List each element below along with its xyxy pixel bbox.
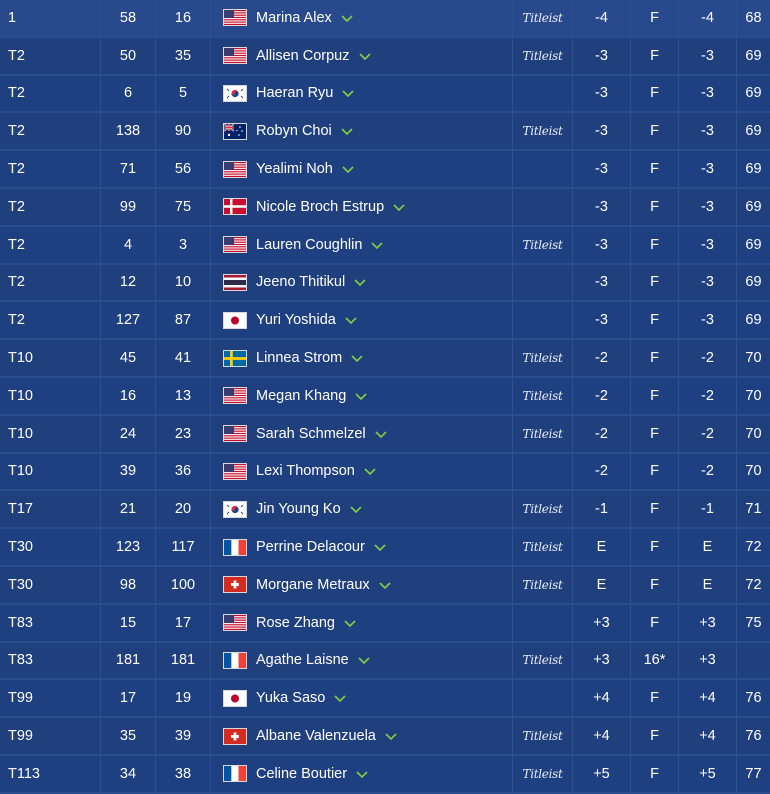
thru-cell: F: [631, 680, 679, 716]
player-cell[interactable]: [211, 38, 513, 74]
position-cell: T10: [0, 378, 101, 414]
chevron-down-icon[interactable]: [344, 313, 358, 327]
stat-a-cell: 6: [101, 76, 156, 112]
table-row[interactable]: [0, 643, 770, 681]
country-flag-icon: [223, 350, 247, 367]
stat-a-cell: 71: [101, 151, 156, 187]
round-score-cell: 70: [745, 425, 762, 442]
stat-a-cell: 4: [101, 227, 156, 263]
stat-b-cell: 181: [156, 643, 211, 679]
player-cell[interactable]: [211, 491, 513, 527]
player-cell[interactable]: [211, 529, 513, 565]
thru-cell: F: [631, 567, 679, 603]
today-score-cell: -3: [679, 227, 737, 263]
country-flag-icon: [223, 123, 247, 140]
sponsor-logo: [513, 680, 573, 716]
chevron-down-icon[interactable]: [343, 616, 357, 630]
stat-b-cell: 3: [156, 227, 211, 263]
round-score-cell: 76: [745, 690, 762, 707]
table-row[interactable]: [0, 680, 770, 718]
position-cell: T10: [0, 416, 101, 452]
player-cell[interactable]: [211, 113, 513, 149]
table-row[interactable]: [0, 0, 770, 38]
chevron-down-icon[interactable]: [341, 162, 355, 176]
total-score-cell: -3: [573, 151, 631, 187]
player-name[interactable]: Lexi Thompson: [256, 463, 355, 480]
chevron-down-icon[interactable]: [374, 427, 388, 441]
today-score-cell: -3: [679, 265, 737, 301]
table-row[interactable]: [0, 529, 770, 567]
titleist-logo: Titleist: [522, 766, 563, 781]
player-cell[interactable]: [211, 265, 513, 301]
position-cell: T2: [0, 265, 101, 301]
stat-a-cell: 39: [101, 454, 156, 490]
total-score-cell: -3: [573, 227, 631, 263]
position-cell: T2: [0, 113, 101, 149]
player-name[interactable]: Megan Khang: [256, 387, 347, 404]
round-score-cell: 76: [745, 728, 762, 745]
today-score-cell: E: [679, 529, 737, 565]
stat-b-cell: 16: [156, 0, 211, 36]
table-row[interactable]: [0, 454, 770, 492]
total-score-cell: +5: [573, 756, 631, 792]
round-score-cell: 69: [745, 47, 762, 64]
player-name[interactable]: Nicole Broch Estrup: [256, 198, 385, 215]
player-cell[interactable]: [211, 416, 513, 452]
titleist-logo: Titleist: [522, 540, 563, 555]
total-score-cell: -2: [573, 416, 631, 452]
player-cell[interactable]: [211, 643, 513, 679]
today-score-cell: -4: [679, 0, 737, 36]
country-flag-icon: [223, 765, 247, 782]
stat-a-cell: 181: [101, 643, 156, 679]
player-name[interactable]: Haeran Ryu: [256, 85, 334, 102]
table-row[interactable]: [0, 718, 770, 756]
player-cell[interactable]: [211, 189, 513, 225]
sponsor-logo: [513, 718, 573, 754]
stat-b-cell: 56: [156, 151, 211, 187]
total-score-cell: -3: [573, 113, 631, 149]
round-score-cell: 69: [745, 161, 762, 178]
chevron-down-icon[interactable]: [333, 691, 347, 705]
thru-cell: F: [631, 189, 679, 225]
sponsor-logo: [513, 567, 573, 603]
chevron-down-icon[interactable]: [384, 729, 398, 743]
titleist-logo: Titleist: [522, 48, 563, 63]
stat-a-cell: 24: [101, 416, 156, 452]
player-cell[interactable]: [211, 76, 513, 112]
thru-cell: F: [631, 491, 679, 527]
stat-b-cell: 10: [156, 265, 211, 301]
stat-b-cell: 90: [156, 113, 211, 149]
today-score-cell: -1: [679, 491, 737, 527]
table-row[interactable]: [0, 38, 770, 76]
position-cell: T83: [0, 605, 101, 641]
today-score-cell: -3: [679, 113, 737, 149]
stat-a-cell: 17: [101, 680, 156, 716]
position-cell: T99: [0, 718, 101, 754]
total-score-cell: E: [573, 567, 631, 603]
stat-b-cell: 38: [156, 756, 211, 792]
thru-cell: F: [631, 76, 679, 112]
chevron-down-icon[interactable]: [340, 11, 354, 25]
titleist-logo: Titleist: [522, 426, 563, 441]
country-flag-icon: [223, 236, 247, 253]
sponsor-logo: [513, 378, 573, 414]
player-name[interactable]: Perrine Delacour: [256, 539, 365, 556]
titleist-logo: Titleist: [522, 388, 563, 403]
thru-cell: F: [631, 113, 679, 149]
thru-cell: 16*: [631, 643, 679, 679]
total-score-cell: -4: [573, 0, 631, 36]
stat-b-cell: 100: [156, 567, 211, 603]
stat-a-cell: 127: [101, 302, 156, 338]
player-name[interactable]: Morgane Metraux: [256, 576, 370, 593]
table-row[interactable]: [0, 227, 770, 265]
chevron-down-icon[interactable]: [353, 275, 367, 289]
country-flag-icon: [223, 47, 247, 64]
position-cell: T2: [0, 302, 101, 338]
stat-b-cell: 23: [156, 416, 211, 452]
position-cell: T2: [0, 76, 101, 112]
player-cell[interactable]: [211, 718, 513, 754]
sponsor-logo: [513, 113, 573, 149]
country-flag-icon: [223, 614, 247, 631]
sponsor-logo: [513, 265, 573, 301]
round-score-cell: 68: [745, 9, 762, 26]
titleist-logo: Titleist: [522, 577, 563, 592]
total-score-cell: -3: [573, 302, 631, 338]
chevron-down-icon[interactable]: [363, 464, 377, 478]
thru-cell: F: [631, 0, 679, 36]
total-score-cell: -2: [573, 454, 631, 490]
player-cell[interactable]: [211, 151, 513, 187]
player-name[interactable]: Marina Alex: [256, 9, 332, 26]
position-cell: T10: [0, 340, 101, 376]
chevron-down-icon[interactable]: [341, 86, 355, 100]
position-cell: T30: [0, 529, 101, 565]
sponsor-logo: [513, 0, 573, 36]
table-row[interactable]: [0, 302, 770, 340]
player-name[interactable]: Yuri Yoshida: [256, 312, 336, 329]
country-flag-icon: [223, 652, 247, 669]
stat-b-cell: 13: [156, 378, 211, 414]
country-flag-icon: [223, 312, 247, 329]
total-score-cell: +3: [573, 605, 631, 641]
round-score-cell: 69: [745, 85, 762, 102]
titleist-logo: Titleist: [522, 502, 563, 517]
position-cell: T10: [0, 454, 101, 490]
round-score-cell: 70: [745, 463, 762, 480]
chevron-down-icon[interactable]: [392, 200, 406, 214]
thru-cell: F: [631, 38, 679, 74]
today-score-cell: +3: [679, 643, 737, 679]
today-score-cell: -3: [679, 302, 737, 338]
player-cell[interactable]: [211, 340, 513, 376]
sponsor-logo: [513, 151, 573, 187]
thru-cell: F: [631, 302, 679, 338]
table-row[interactable]: [0, 265, 770, 303]
stat-b-cell: 39: [156, 718, 211, 754]
player-name[interactable]: Rose Zhang: [256, 614, 335, 631]
thru-cell: F: [631, 378, 679, 414]
sponsor-logo: [513, 189, 573, 225]
stat-b-cell: 5: [156, 76, 211, 112]
today-score-cell: -3: [679, 76, 737, 112]
stat-b-cell: 75: [156, 189, 211, 225]
thru-cell: F: [631, 756, 679, 792]
player-cell[interactable]: [211, 756, 513, 792]
round-score-cell: 69: [745, 274, 762, 291]
stat-b-cell: 17: [156, 605, 211, 641]
stat-a-cell: 35: [101, 718, 156, 754]
titleist-logo: Titleist: [522, 237, 563, 252]
thru-cell: F: [631, 416, 679, 452]
position-cell: T99: [0, 680, 101, 716]
stat-a-cell: 50: [101, 38, 156, 74]
today-score-cell: +4: [679, 718, 737, 754]
player-name[interactable]: Allisen Corpuz: [256, 47, 350, 64]
table-row[interactable]: [0, 756, 770, 794]
position-cell: T113: [0, 756, 101, 792]
country-flag-icon: [223, 387, 247, 404]
position-cell: T2: [0, 227, 101, 263]
player-cell[interactable]: [211, 378, 513, 414]
thru-cell: F: [631, 227, 679, 263]
round-score-cell: 69: [745, 236, 762, 253]
round-score-cell: [737, 643, 770, 679]
sponsor-logo: [513, 416, 573, 452]
chevron-down-icon[interactable]: [370, 238, 384, 252]
total-score-cell: -2: [573, 378, 631, 414]
country-flag-icon: [223, 539, 247, 556]
round-score-cell: 72: [745, 539, 762, 556]
total-score-cell: -3: [573, 38, 631, 74]
round-score-cell: 75: [745, 614, 762, 631]
today-score-cell: -3: [679, 151, 737, 187]
position-cell: T83: [0, 643, 101, 679]
position-cell: T2: [0, 189, 101, 225]
table-row[interactable]: [0, 76, 770, 114]
thru-cell: F: [631, 529, 679, 565]
today-score-cell: -3: [679, 38, 737, 74]
chevron-down-icon[interactable]: [349, 502, 363, 516]
today-score-cell: -2: [679, 416, 737, 452]
player-cell[interactable]: [211, 0, 513, 36]
player-name[interactable]: Yealimi Noh: [256, 161, 333, 178]
total-score-cell: E: [573, 529, 631, 565]
player-name[interactable]: Robyn Choi: [256, 123, 332, 140]
table-row[interactable]: [0, 491, 770, 529]
sponsor-logo: [513, 38, 573, 74]
round-score-cell: 69: [745, 198, 762, 215]
stat-a-cell: 123: [101, 529, 156, 565]
chevron-down-icon[interactable]: [350, 351, 364, 365]
today-score-cell: E: [679, 567, 737, 603]
today-score-cell: +3: [679, 605, 737, 641]
player-cell[interactable]: [211, 605, 513, 641]
stat-a-cell: 12: [101, 265, 156, 301]
titleist-logo: Titleist: [522, 351, 563, 366]
player-name[interactable]: Jeeno Thitikul: [256, 274, 346, 291]
sponsor-logo: [513, 756, 573, 792]
thru-cell: F: [631, 265, 679, 301]
player-cell[interactable]: [211, 302, 513, 338]
chevron-down-icon[interactable]: [357, 653, 371, 667]
sponsor-logo: [513, 605, 573, 641]
sponsor-logo: [513, 454, 573, 490]
player-cell[interactable]: [211, 454, 513, 490]
country-flag-icon: [223, 501, 247, 518]
sponsor-logo: [513, 529, 573, 565]
stat-a-cell: 16: [101, 378, 156, 414]
position-cell: T2: [0, 38, 101, 74]
country-flag-icon: [223, 728, 247, 745]
stat-b-cell: 41: [156, 340, 211, 376]
total-score-cell: -3: [573, 265, 631, 301]
round-score-cell: 69: [745, 123, 762, 140]
position-cell: T17: [0, 491, 101, 527]
stat-b-cell: 117: [156, 529, 211, 565]
table-row[interactable]: [0, 378, 770, 416]
thru-cell: F: [631, 340, 679, 376]
country-flag-icon: [223, 9, 247, 26]
table-row[interactable]: [0, 189, 770, 227]
country-flag-icon: [223, 274, 247, 291]
total-score-cell: +4: [573, 680, 631, 716]
stat-a-cell: 58: [101, 0, 156, 36]
country-flag-icon: [223, 161, 247, 178]
titleist-logo: Titleist: [522, 729, 563, 744]
sponsor-logo: [513, 340, 573, 376]
player-name[interactable]: Albane Valenzuela: [256, 728, 376, 745]
sponsor-logo: [513, 302, 573, 338]
player-cell[interactable]: [211, 680, 513, 716]
table-row[interactable]: [0, 605, 770, 643]
table-row[interactable]: [0, 567, 770, 605]
country-flag-icon: [223, 463, 247, 480]
stat-b-cell: 36: [156, 454, 211, 490]
chevron-down-icon[interactable]: [355, 767, 369, 781]
today-score-cell: -2: [679, 454, 737, 490]
stat-a-cell: 34: [101, 756, 156, 792]
total-score-cell: +4: [573, 718, 631, 754]
chevron-down-icon[interactable]: [373, 540, 387, 554]
player-name[interactable]: Celine Boutier: [256, 765, 348, 782]
player-name[interactable]: Yuka Saso: [256, 690, 326, 707]
stat-b-cell: 20: [156, 491, 211, 527]
country-flag-icon: [223, 85, 247, 102]
today-score-cell: -2: [679, 378, 737, 414]
table-row[interactable]: [0, 416, 770, 454]
round-score-cell: 70: [745, 350, 762, 367]
today-score-cell: +4: [679, 680, 737, 716]
round-score-cell: 71: [745, 501, 762, 518]
country-flag-icon: [223, 425, 247, 442]
titleist-logo: Titleist: [522, 10, 563, 25]
total-score-cell: -1: [573, 491, 631, 527]
stat-b-cell: 19: [156, 680, 211, 716]
total-score-cell: +3: [573, 643, 631, 679]
chevron-down-icon[interactable]: [378, 578, 392, 592]
country-flag-icon: [223, 198, 247, 215]
round-score-cell: 72: [745, 576, 762, 593]
sponsor-logo: [513, 76, 573, 112]
stat-b-cell: 35: [156, 38, 211, 74]
today-score-cell: -3: [679, 189, 737, 225]
player-name[interactable]: Jin Young Ko: [256, 501, 341, 518]
today-score-cell: -2: [679, 340, 737, 376]
player-name[interactable]: Agathe Laisne: [256, 652, 349, 669]
table-row[interactable]: [0, 151, 770, 189]
stat-a-cell: 45: [101, 340, 156, 376]
stat-a-cell: 98: [101, 567, 156, 603]
table-row[interactable]: [0, 113, 770, 151]
titleist-logo: Titleist: [522, 653, 563, 668]
player-name[interactable]: Lauren Coughlin: [256, 236, 363, 253]
total-score-cell: -3: [573, 76, 631, 112]
stat-a-cell: 15: [101, 605, 156, 641]
total-score-cell: -2: [573, 340, 631, 376]
player-name[interactable]: Sarah Schmelzel: [256, 425, 366, 442]
titleist-logo: Titleist: [522, 124, 563, 139]
player-cell[interactable]: [211, 567, 513, 603]
position-cell: 1: [0, 0, 101, 36]
stat-a-cell: 138: [101, 113, 156, 149]
position-cell: T30: [0, 567, 101, 603]
chevron-down-icon[interactable]: [354, 389, 368, 403]
sponsor-logo: [513, 643, 573, 679]
player-cell[interactable]: [211, 227, 513, 263]
chevron-down-icon[interactable]: [340, 124, 354, 138]
table-row[interactable]: [0, 340, 770, 378]
today-score-cell: +5: [679, 756, 737, 792]
thru-cell: F: [631, 605, 679, 641]
sponsor-logo: [513, 227, 573, 263]
position-cell: T2: [0, 151, 101, 187]
thru-cell: F: [631, 454, 679, 490]
round-score-cell: 70: [745, 387, 762, 404]
stat-a-cell: 99: [101, 189, 156, 225]
country-flag-icon: [223, 690, 247, 707]
country-flag-icon: [223, 576, 247, 593]
sponsor-logo: [513, 491, 573, 527]
stat-b-cell: 87: [156, 302, 211, 338]
total-score-cell: -3: [573, 189, 631, 225]
round-score-cell: 69: [745, 312, 762, 329]
round-score-cell: 77: [745, 765, 762, 782]
thru-cell: F: [631, 718, 679, 754]
stat-a-cell: 21: [101, 491, 156, 527]
player-name[interactable]: Linnea Strom: [256, 350, 343, 367]
thru-cell: F: [631, 151, 679, 187]
chevron-down-icon[interactable]: [358, 49, 372, 63]
